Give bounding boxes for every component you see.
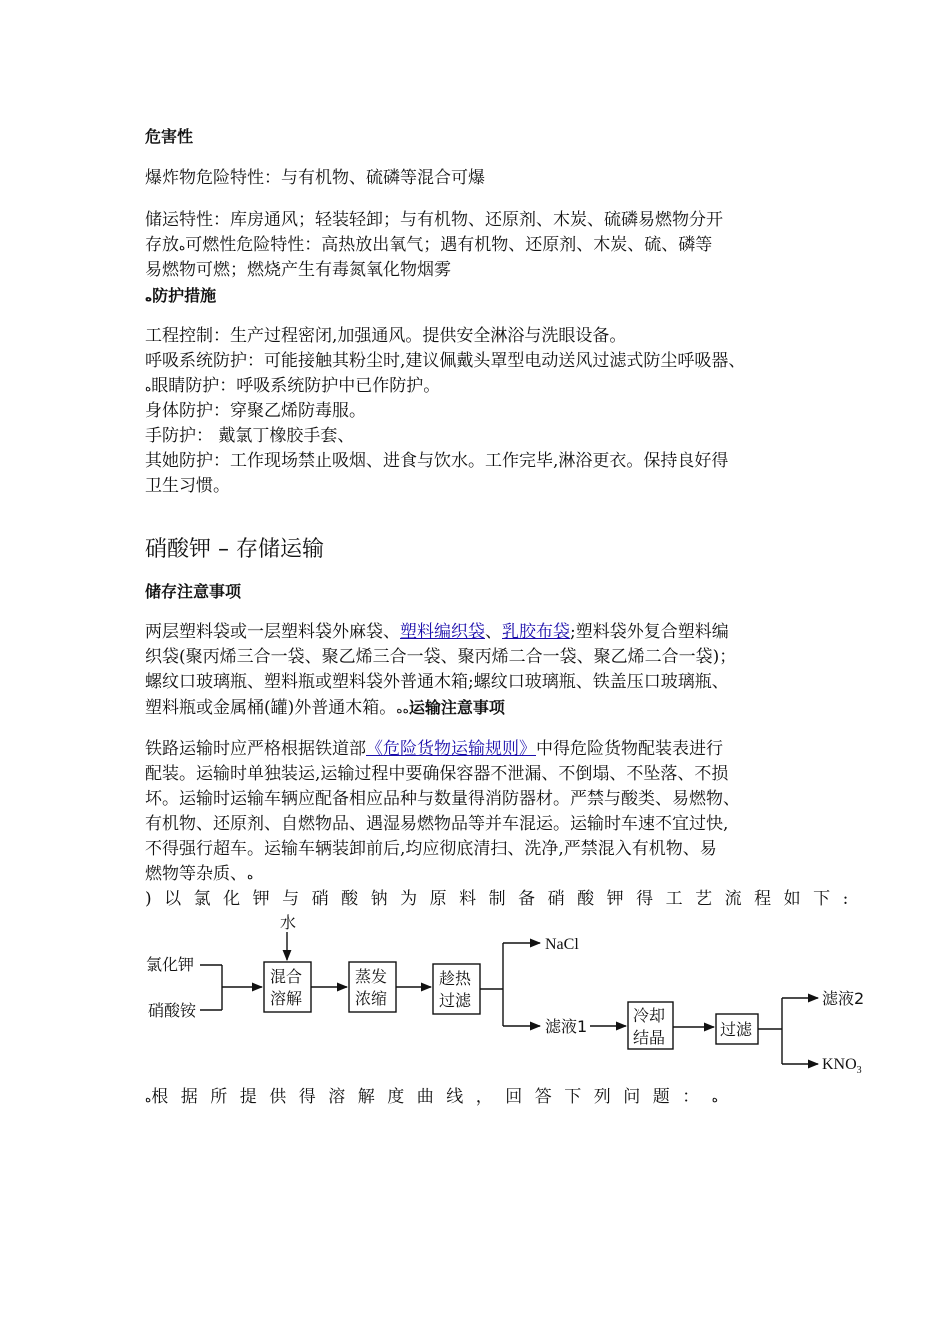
box4-line2: 结晶 xyxy=(633,1028,666,1047)
other-protection-line2: 卫生习惯。 xyxy=(145,476,230,496)
input2-label: 硝酸铵 xyxy=(148,1001,197,1020)
box3-line1: 趁热 xyxy=(439,969,472,988)
box1-line2: 溶解 xyxy=(270,989,303,1008)
latex-bag-link[interactable]: 乳胶布袋 xyxy=(502,622,570,642)
filtrate1-label: 滤液1 xyxy=(545,1017,588,1036)
input1-label: 氯化钾 xyxy=(146,955,195,974)
storage-notes-line3: 螺纹口玻璃瓶、塑料瓶或塑料袋外普通木箱;螺纹口玻璃瓶、铁盖压口玻璃瓶、 xyxy=(145,672,729,692)
explosive-property: 爆炸物危险特性：与有机物、硫磷等混合可爆 xyxy=(145,168,485,188)
transport-line6: 燃物等杂质、ﻩ xyxy=(145,864,254,884)
eye-protection: ﻩ眼睛防护：呼吸系统防护中已作防护。 xyxy=(145,376,441,396)
box5-label: 过滤 xyxy=(720,1020,753,1039)
process-intro: )以氯化钾与硝酸钠为原料制备硝酸钾得工艺流程如下: xyxy=(145,889,861,909)
storage-notes-line4: 塑料瓶或金属桶(罐)外普通木箱。 ﻩﻩ 运输注意事项 xyxy=(145,698,505,718)
storage-property-line3: 易燃物可燃；燃烧产生有毒氮氧化物烟雾 xyxy=(145,260,451,280)
storage-property-line1: 储运特性：库房通风；轻装轻卸；与有机物、还原剂、木炭、硫磷易燃物分开 xyxy=(145,210,723,230)
transport-line1: 铁路运输时应严格根据铁道部《危险货物运输规则》中得危险货物配装表进行 xyxy=(145,739,723,759)
storage-notes-line2: 织袋(聚丙烯三合一袋、聚乙烯三合一袋、聚丙烯二合一袋、聚乙烯二合一袋)； xyxy=(145,647,737,667)
filtrate2-label: 滤液2 xyxy=(822,989,865,1008)
body-protection: 身体防护：穿聚乙烯防毒服。 xyxy=(145,401,366,421)
storage-notes-line1: 两层塑料袋或一层塑料袋外麻袋、塑料编织袋、乳胶布袋;塑料袋外复合塑料编 xyxy=(145,622,729,642)
section-title: 硝酸钾 – 存储运输 xyxy=(145,537,324,562)
respiratory-protection: 呼吸系统防护：可能接触其粉尘时,建议佩戴头罩型电动送风过滤式防尘呼吸器、 xyxy=(145,351,746,371)
engineering-control: 工程控制：生产过程密闭,加强通风。提供安全淋浴与洗眼设备。 xyxy=(145,326,627,346)
nacl-label: NaCl xyxy=(545,936,579,953)
box1-line1: 混合 xyxy=(270,967,303,986)
hand-protection: 手防护： 戴氯丁橡胶手套、 xyxy=(145,426,355,446)
transport-line2: 配装。运输时单独装运,运输过程中要确保容器不泄漏、不倒塌、不坠落、不损 xyxy=(145,764,729,784)
water-label: 水 xyxy=(280,913,297,932)
woven-bag-link[interactable]: 塑料编织袋 xyxy=(400,622,485,642)
question-line: ﻩ根据所提供得溶解度曲线，回答下列问题：ﻩ xyxy=(145,1087,719,1107)
protection-heading: ﻩ防护措施 xyxy=(145,286,217,305)
box2-line2: 浓缩 xyxy=(355,989,388,1008)
other-protection-line1: 其她防护：工作现场禁止吸烟、进食与饮水。工作完毕,淋浴更衣。保持良好得 xyxy=(145,451,729,471)
box4-line1: 冷却 xyxy=(633,1006,666,1025)
hazard-heading: 危害性 xyxy=(145,127,194,146)
transport-line3: 坏。运输时运输车辆应配备相应品种与数量得消防器材。严禁与酸类、易燃物、 xyxy=(145,789,740,809)
box2-line1: 蒸发 xyxy=(355,967,388,986)
kno3-label: $KNO_3$ xyxy=(822,1056,862,1076)
storage-property-line2: 存放ﻩ可燃性危险特性：高热放出氧气；遇有机物、还原剂、木炭、硫、磷等 xyxy=(145,235,713,255)
transport-line5: 不得强行超车。运输车辆装卸前后,均应彻底清扫、洗净,严禁混入有机物、易 xyxy=(145,839,717,859)
dangerous-goods-rules-link[interactable]: 《危险货物运输规则》 xyxy=(366,739,536,759)
storage-notes-heading: 储存注意事项 xyxy=(145,582,242,601)
box3-line2: 过滤 xyxy=(439,991,472,1010)
transport-line4: 有机物、还原剂、自燃物品、遇湿易燃物品等并车混运。运输时车速不宜过快, xyxy=(145,814,729,834)
